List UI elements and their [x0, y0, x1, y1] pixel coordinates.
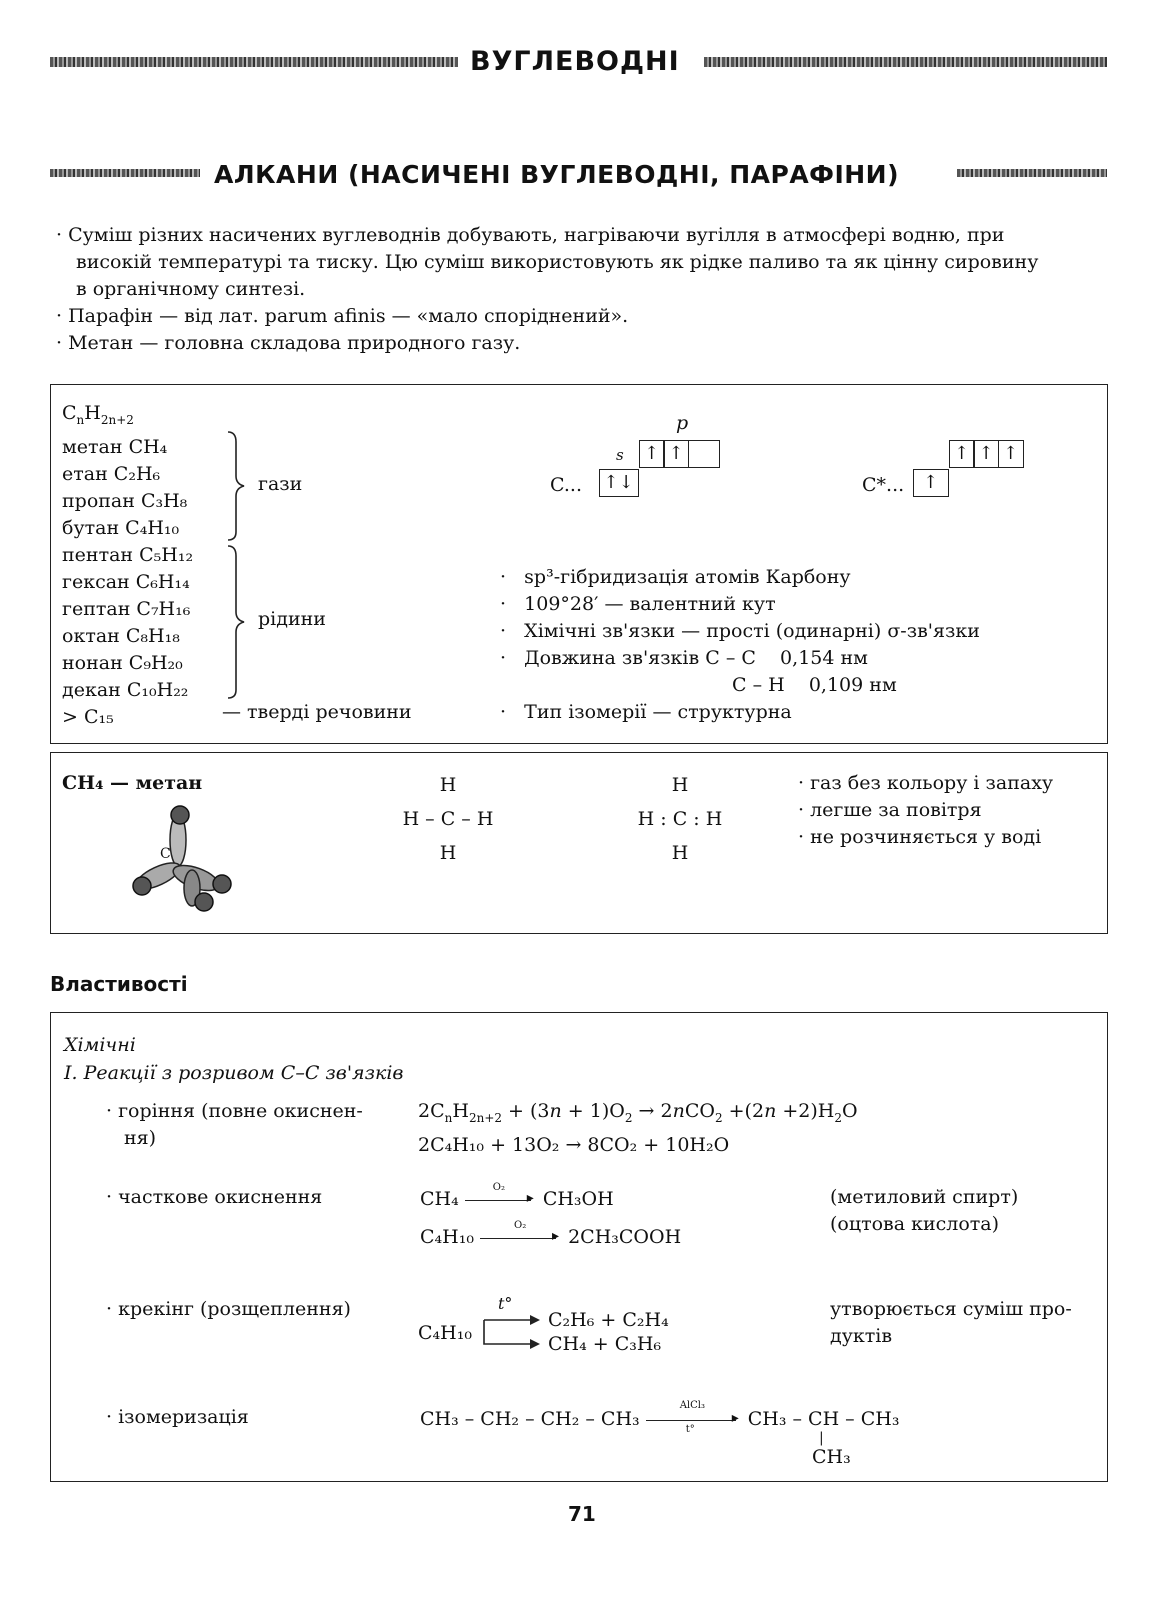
solids-label: — тверді речовини — [222, 701, 412, 723]
page-number: 71 — [568, 1502, 596, 1526]
combustion-eq-butane: 2C₄H₁₀ + 13O₂ → 8CO₂ + 10H₂O — [418, 1133, 730, 1156]
struct-bot: H — [439, 842, 457, 864]
electron-formula — [630, 768, 730, 870]
liquids-label: рідини — [258, 608, 326, 630]
isom-branch-bond: | — [819, 1430, 824, 1446]
cracking-notes: утворюється суміш про- дуктів — [830, 1298, 1072, 1347]
methane-props-list — [798, 770, 1053, 851]
properties-heading: Властивості — [50, 972, 188, 996]
methane-prop: · не розчиняється у воді — [798, 826, 1042, 848]
header-rule-right — [704, 57, 1107, 67]
combustion-equations — [418, 1098, 858, 1159]
homolog-item: метан CH₄ — [62, 435, 168, 458]
bond-prop-item: · Довжина зв'язків C – C 0,154 нм — [500, 647, 868, 669]
methane-model-icon — [120, 800, 240, 920]
bond-prop-item: · Хімічні зв'язки — прості (одинарні) σ-зв'язки — [500, 620, 980, 642]
general-formula: $C_nH_{2n+2}$ — [62, 402, 134, 427]
cracking-products: C₂H₆ + C₂H₄ CH₄ + C₃H₆ — [548, 1309, 669, 1355]
section-rule-left — [50, 169, 200, 177]
excited-s-cell: ↑ — [914, 469, 949, 497]
partial-oxidation-label: · часткове окиснення — [106, 1186, 323, 1208]
bond-prop-item: · 109°28′ — валентний кут — [500, 593, 776, 615]
intro-bullet-3: · Метан — головна складова природного газу. — [56, 332, 521, 354]
homolog-item: бутан C₄H₁₀ — [62, 516, 180, 539]
methane-prop: · легше за повітря — [798, 799, 982, 821]
ground-s-cell: ↑↓ — [600, 469, 639, 497]
homolog-item: декан C₁₀H₂₂ — [62, 678, 189, 701]
methane-model-carbon-label: C — [160, 846, 171, 862]
homolog-item: нонан C₉H₂₀ — [62, 651, 183, 674]
bond-prop-item: C – H 0,109 нм — [732, 674, 897, 696]
gases-label: гази — [258, 473, 303, 495]
isomerization-label: · ізомеризація — [106, 1406, 249, 1428]
cracking-temp: t° — [498, 1294, 513, 1313]
excited-p-cells: ↑ ↑ ↑ — [950, 440, 1024, 468]
homolog-item: гексан C₆H₁₄ — [62, 570, 190, 593]
intro-bullet-2: · Парафін — від лат. parum afinis — «мало споріднений». — [56, 305, 629, 327]
methane-title: CH₄ — метан — [62, 772, 203, 794]
p-orbital-label: p — [676, 412, 689, 434]
homolog-item: пропан C₃H₈ — [62, 489, 188, 512]
cracking-arrows-icon — [482, 1312, 544, 1352]
chemical-subheading: Хімічні — [64, 1034, 136, 1056]
struct-top: H — [439, 774, 457, 796]
ground-p-cells: ↑ ↑ — [640, 440, 720, 468]
intro-list — [56, 222, 1038, 357]
intro-bullet-1: · Суміш різних насичених вуглеводнів добувають, нагріваючи вугілля в атмосфері водню, при — [56, 224, 1005, 246]
isomerization-equation: CH₃ – CH₂ – CH₂ – CH₃ AlCl₃ ▸ t° CH₃ – CH – CH₃ — [420, 1400, 900, 1435]
combustion-label: · горіння (повне окиснен- ня) — [106, 1100, 363, 1149]
carbon-ground-label: C... — [550, 474, 582, 496]
partial-eq-2: C₄H₁₀ O₂ ▸ 2CH₃COOH — [420, 1220, 682, 1248]
intro-bullet-1-line-2: високій температурі та тиску. Цю суміш використовують як рідке паливо та як цінну сировину — [76, 251, 1039, 273]
homolog-item: гептан C₇H₁₆ — [62, 597, 191, 620]
combustion-eq-general: $2C_nH_{2n+2} + (3n + 1)O_2 \to 2nCO_2 +(2n +2)H_2O$ — [418, 1100, 858, 1125]
isom-branch: CH₃ — [812, 1446, 851, 1468]
gases-brace-icon — [228, 432, 244, 540]
reaction-group-title: I. Реакції з розривом C–C зв'язків — [64, 1062, 404, 1084]
bond-props-list — [500, 564, 980, 726]
header-rule-left — [50, 57, 458, 67]
elec-top: H — [671, 774, 689, 796]
liquids-brace-icon — [228, 546, 244, 698]
partial-notes: (метиловий спирт) (оцтова кислота) — [830, 1186, 1019, 1235]
homolog-item: пентан C₅H₁₂ — [62, 543, 194, 566]
elec-bot: H — [671, 842, 689, 864]
intro-bullet-1-line-3: в органічному синтезі. — [76, 278, 306, 300]
page-header-title: ВУГЛЕВОДНІ — [470, 46, 680, 77]
methane-prop: · газ без кольору і запаху — [798, 772, 1054, 794]
elec-mid: H : C : H — [637, 808, 723, 830]
section-title: АЛКАНИ (НАСИЧЕНІ ВУГЛЕВОДНІ, ПАРАФІНИ) — [214, 160, 900, 189]
section-rule-right — [957, 169, 1107, 177]
homolog-item: етан C₂H₆ — [62, 462, 161, 485]
cracking-reactant: C₄H₁₀ — [418, 1322, 472, 1344]
carbon-excited-label: C*... — [862, 474, 905, 496]
struct-mid: H – C – H — [402, 808, 494, 830]
s-orbital-label: s — [616, 446, 624, 464]
bond-prop-item: · Тип ізомерії — структурна — [500, 701, 792, 723]
structural-formula — [398, 768, 498, 870]
homolog-item: октан C₈H₁₈ — [62, 624, 180, 647]
brace-icons — [222, 428, 252, 718]
homolog-item: > C₁₅ — [62, 705, 114, 728]
cracking-label: · крекінг (розщеплення) — [106, 1298, 351, 1320]
partial-eq-1: CH₄ O₂ ▸ CH₃OH — [420, 1182, 614, 1210]
bond-prop-item: · sp³-гібридизація атомів Карбону — [500, 566, 851, 588]
homolog-list — [62, 400, 193, 731]
